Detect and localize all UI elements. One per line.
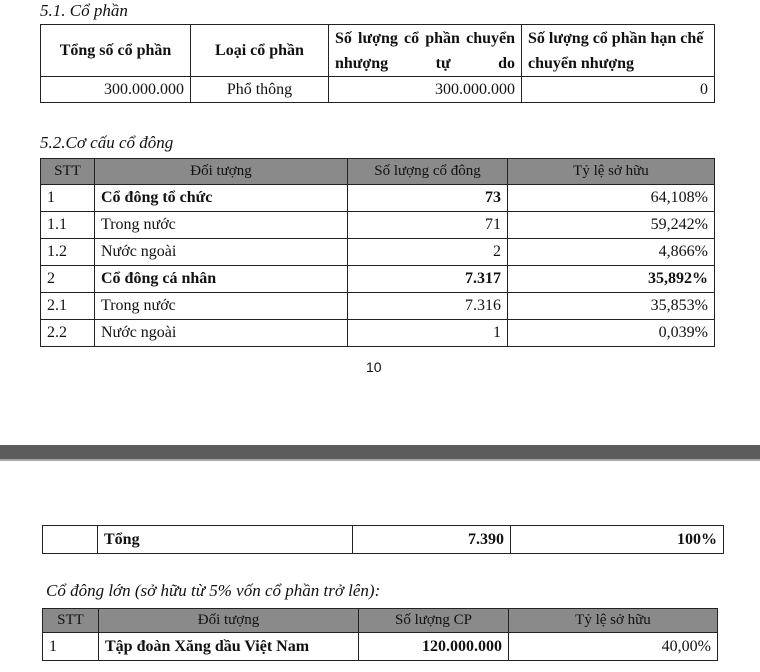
row-count: 7.316	[348, 293, 508, 320]
row-count: 71	[348, 212, 508, 239]
header-share-type: Loại cổ phần	[191, 25, 329, 77]
table-row	[41, 293, 715, 320]
header-share-count: Số lượng CP	[359, 609, 509, 633]
shareholder-structure-table	[40, 158, 715, 347]
cell-share-type: Phổ thông	[191, 77, 329, 103]
total-count: 7.390	[353, 526, 511, 554]
row-stt: 2.2	[41, 320, 95, 347]
row-shares: 120.000.000	[359, 633, 509, 661]
table-row	[43, 633, 718, 661]
header-total-shares: Tổng số cổ phần	[41, 25, 191, 77]
row-ratio: 35,892%	[508, 266, 715, 293]
row-subject: Nước ngoài	[95, 239, 348, 266]
table-row	[41, 185, 715, 212]
row-count: 7.317	[348, 266, 508, 293]
cell-freely-transferable: 300.000.000	[329, 77, 522, 103]
row-count: 1	[348, 320, 508, 347]
cell-total-shares: 300.000.000	[41, 77, 191, 103]
header-freely-transferable: Số lượng cổ phần chuyển nhượng tự do	[329, 25, 522, 77]
major-shareholders-table	[42, 608, 718, 661]
section-5-1-heading: 5.1. Cổ phần	[40, 1, 128, 20]
header-stt: STT	[43, 609, 99, 633]
row-subject: Tập đoàn Xăng dầu Việt Nam	[99, 633, 359, 661]
page-number: 10	[366, 359, 382, 375]
row-stt: 1.2	[41, 239, 95, 266]
row-ratio: 0,039%	[508, 320, 715, 347]
row-subject: Cổ đông cá nhân	[95, 266, 348, 293]
total-label: Tổng	[98, 526, 353, 554]
row-stt: 2.1	[41, 293, 95, 320]
row-ratio: 59,242%	[508, 212, 715, 239]
header-restricted-transfer: Số lượng cổ phần hạn chế chuyển nhượng	[522, 25, 715, 77]
row-subject: Cổ đông tổ chức	[95, 185, 348, 212]
total-stt	[43, 526, 98, 554]
row-ratio: 35,853%	[508, 293, 715, 320]
total-row	[43, 526, 724, 554]
row-stt: 2	[41, 266, 95, 293]
page-break-shadow	[0, 459, 760, 461]
header-shareholder-count: Số lượng cổ đông	[348, 159, 508, 185]
table-row	[41, 212, 715, 239]
header-ownership-ratio: Tỷ lệ sở hữu	[509, 609, 718, 633]
section-5-2-heading: 5.2.Cơ cấu cổ đông	[40, 133, 174, 152]
row-stt: 1	[43, 633, 99, 661]
row-subject: Nước ngoài	[95, 320, 348, 347]
shares-table	[40, 24, 715, 103]
table-row	[41, 239, 715, 266]
table-row	[41, 320, 715, 347]
row-subject: Trong nước	[95, 293, 348, 320]
row-count: 73	[348, 185, 508, 212]
row-count: 2	[348, 239, 508, 266]
cell-restricted-transfer: 0	[522, 77, 715, 103]
row-ratio: 4,866%	[508, 239, 715, 266]
row-ratio: 40,00%	[509, 633, 718, 661]
row-subject: Trong nước	[95, 212, 348, 239]
row-stt: 1	[41, 185, 95, 212]
shareholder-total-table	[42, 525, 724, 554]
table-row	[41, 266, 715, 293]
major-shareholders-heading: Cổ đông lớn (sở hữu từ 5% vốn cổ phần trở lên):	[46, 581, 381, 600]
row-ratio: 64,108%	[508, 185, 715, 212]
row-stt: 1.1	[41, 212, 95, 239]
header-stt: STT	[41, 159, 95, 185]
header-subject: Đối tượng	[95, 159, 348, 185]
page-break-band	[0, 445, 760, 459]
header-subject: Đối tượng	[99, 609, 359, 633]
header-ownership-ratio: Tỷ lệ sở hữu	[508, 159, 715, 185]
total-ratio: 100%	[511, 526, 724, 554]
